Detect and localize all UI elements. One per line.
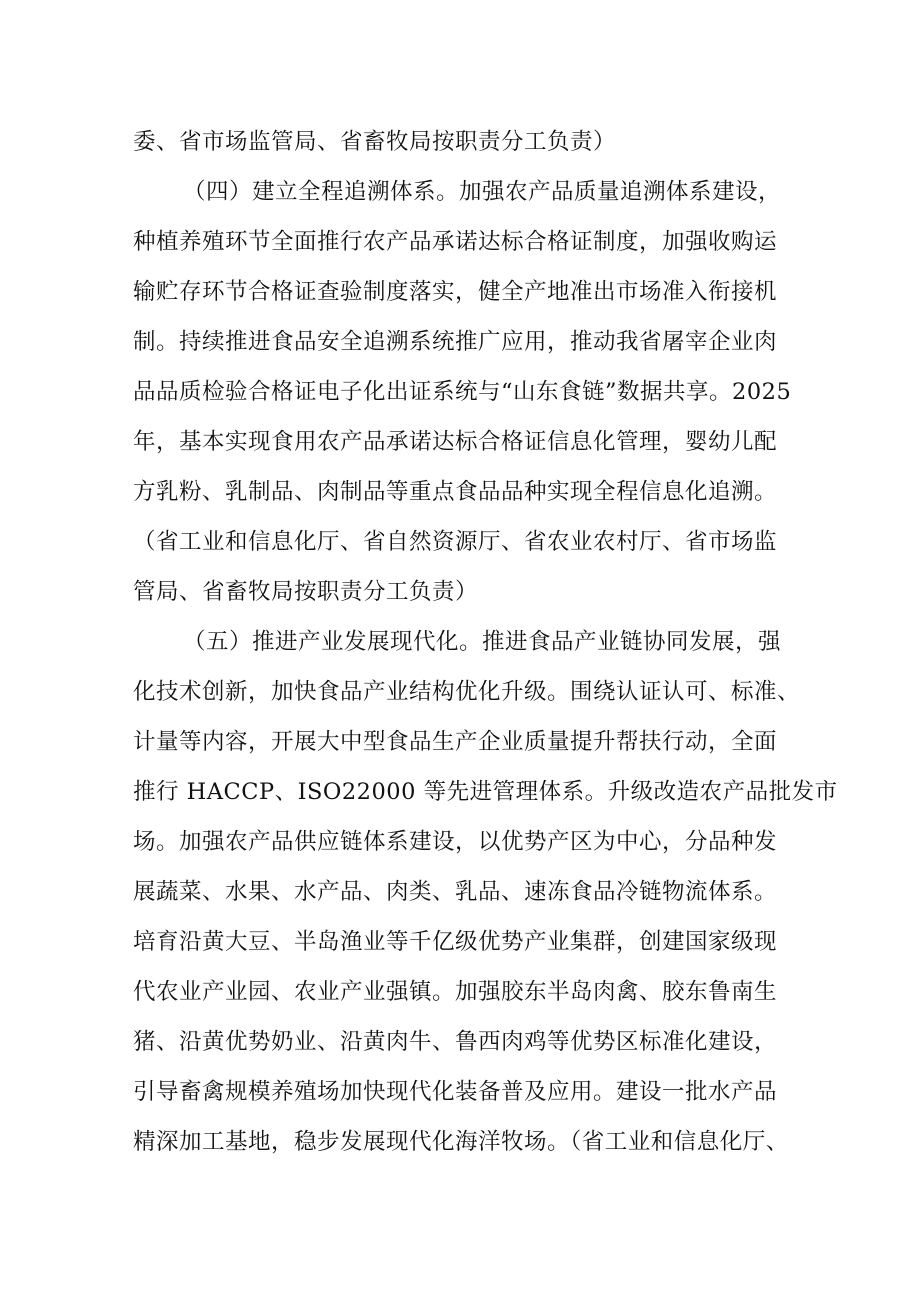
text-line: 品品质检验合格证电子化出证系统与“山东食链”数据共享。2025 [133, 379, 792, 405]
text-line: 展蔬菜、水果、水产品、肉类、乳品、速冻食品冷链物流体系。 [133, 879, 778, 905]
text-line: 管局、省畜牧局按职责分工负责） [133, 579, 479, 605]
text-line: 培育沿黄大豆、半岛渔业等千亿级优势产业集群，创建国家级现 [133, 929, 778, 955]
text-line: 委、省市场监管局、省畜牧局按职责分工负责） [133, 129, 617, 155]
text-line: 引导畜禽规模养殖场加快现代化装备普及应用。建设一批水产品 [133, 1079, 778, 1105]
text-line: 制。持续推进食品安全追溯系统推广应用，推动我省屠宰企业肉 [133, 329, 778, 355]
text-line: 精深加工基地，稳步发展现代化海洋牧场。（省工业和信息化厅、 [133, 1129, 789, 1155]
text-line: （省工业和信息化厅、省自然资源厅、省农业农村厅、省市场监 [133, 529, 778, 555]
text-line: 代农业产业园、农业产业强镇。加强胶东半岛肉禽、胶东鲁南生 [133, 979, 778, 1005]
text-line: 化技术创新，加快食品产业结构优化升级。围绕认证认可、标准、 [133, 679, 801, 705]
text-line: 场。加强农产品供应链体系建设，以优势产区为中心，分品种发 [133, 829, 778, 855]
text-line: 方乳粉、乳制品、肉制品等重点食品品种实现全程信息化追溯。 [133, 479, 778, 505]
paragraph-heading-4: （四）建立全程追溯体系。加强农产品质量追溯体系建设， [183, 179, 782, 205]
text-line: 猪、沿黄优势奶业、沿黄肉牛、鲁西肉鸡等优势区标准化建设， [133, 1029, 778, 1055]
text-line: 推行 HACCP、ISO22000 等先进管理体系。升级改造农产品批发市 [133, 779, 838, 805]
paragraph-heading-5: （五）推进产业发展现代化。推进食品产业链协同发展，强 [183, 629, 782, 655]
text-line: 年，基本实现食用农产品承诺达标合格证信息化管理，婴幼儿配 [133, 429, 778, 455]
text-line: 输贮存环节合格证查验制度落实，健全产地准出市场准入衔接机 [133, 279, 778, 305]
text-line: 计量等内容，开展大中型食品生产企业质量提升帮扶行动，全面 [133, 729, 778, 755]
text-line: 种植养殖环节全面推行农产品承诺达标合格证制度，加强收购运 [133, 229, 778, 255]
